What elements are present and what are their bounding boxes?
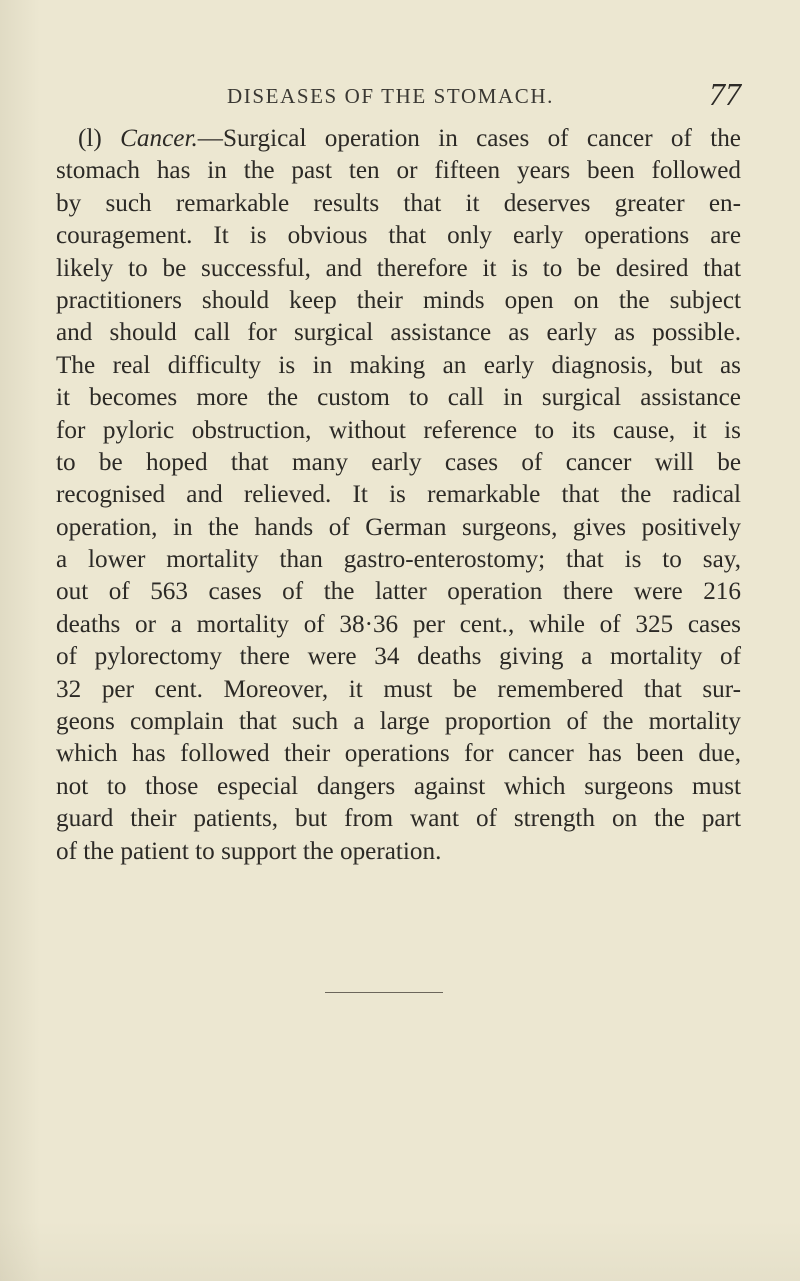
text-line: for pyloric obstruction, without reference to its cause, it is: [56, 416, 741, 444]
section-lead: —Surgical operation in cases of cancer of the: [197, 125, 741, 152]
text-line: The real difficulty is in making an early diagnosis, but as: [56, 351, 741, 379]
text-line: operation, in the hands of German surgeons, gives positively: [56, 513, 741, 541]
text-line: guard their patients, but from want of strength on the part: [56, 805, 741, 833]
text-line: stomach has in the past ten or fifteen years been followed: [56, 157, 741, 185]
page-header: [56, 76, 741, 112]
text-line: of pylorectomy there were 34 deaths giving a mortality of: [56, 643, 741, 671]
text-line: by such remarkable results that it deserves greater en-: [56, 189, 741, 217]
first-line: [56, 123, 741, 155]
text-line: out of 563 cases of the latter operation there were 216: [56, 578, 741, 606]
text-line: 32 per cent. Moreover, it must be remembered that sur-: [56, 675, 741, 703]
text-line: to be hoped that many early cases of cancer will be: [56, 448, 741, 476]
text-line: it becomes more the custom to call in surgical assistance: [56, 384, 741, 412]
text-line: a lower mortality than gastro-enterostomy; that is to say,: [56, 546, 741, 574]
text-line: which has followed their operations for cancer has been due,: [56, 740, 741, 768]
page-number: 77: [709, 76, 741, 112]
text-line-last: of the patient to support the operation.: [56, 837, 442, 865]
section-marker: (l): [78, 125, 102, 152]
text-line: couragement. It is obvious that only early operations are: [56, 222, 741, 250]
running-head: DISEASES OF THE STOMACH.: [227, 84, 555, 108]
text-line: and should call for surgical assistance as early as possible.: [56, 319, 741, 347]
text-line: not to those especial dangers against which surgeons must: [56, 772, 741, 800]
section-cancer: [56, 123, 741, 868]
section-divider-rule: [325, 992, 443, 993]
text-line: deaths or a mortality of 38·36 per cent., while of 325 cases: [56, 610, 741, 638]
section-heading: Cancer.: [120, 125, 198, 152]
text-line: geons complain that such a large proportion of the mortality: [56, 708, 741, 736]
text-line: practitioners should keep their minds open on the subject: [56, 286, 741, 314]
text-line: likely to be successful, and therefore it is to be desired that: [56, 254, 741, 282]
text-line: recognised and relieved. It is remarkable that the radical: [56, 481, 741, 509]
